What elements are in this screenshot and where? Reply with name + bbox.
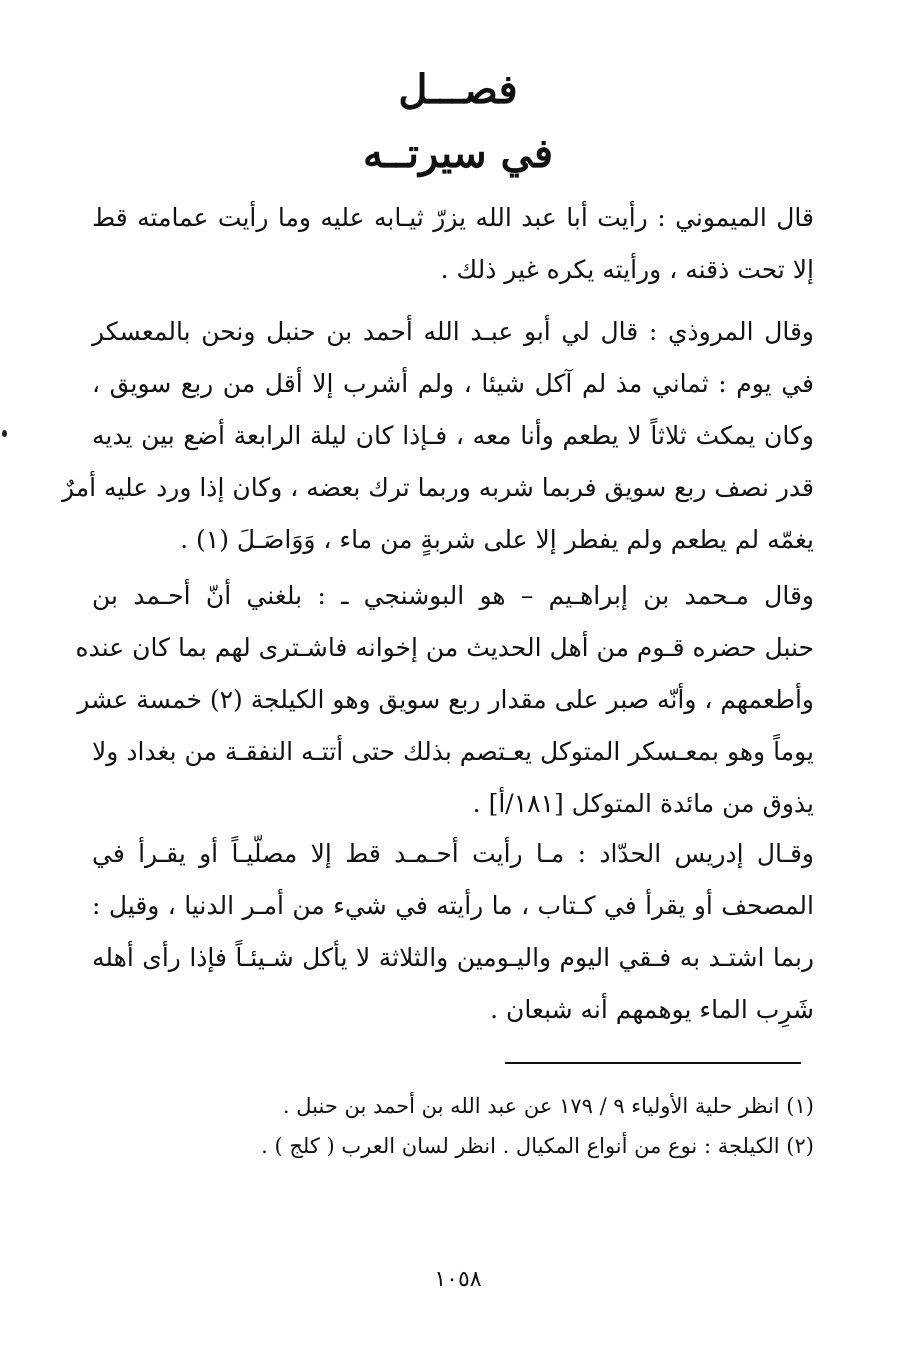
text-line: وقال المروذي : قال لي أبو عبـد الله أحمد بن حنبل ونحن بالمعسكر bbox=[92, 317, 814, 346]
text-line: يذوق من مائدة المتوكل [١٨١/أ] . bbox=[472, 789, 814, 818]
text-line: المصحف أو يقرأ في كـتاب ، ما رأيته في شيء من أمـر الدنيا ، وقيل : bbox=[92, 891, 814, 920]
paragraph-2 bbox=[61, 306, 814, 566]
text-line: إلا تحت ذقنه ، ورأيته يكره غير ذلك . bbox=[440, 255, 814, 284]
scan-edge-mark bbox=[2, 430, 7, 437]
text-line: قال الميموني : رأيت أبا عبد الله يزرّ ثيـابه عليه وما رأيت عمامته قط bbox=[92, 203, 814, 232]
text-line: ربما اشتـد به فـقي اليوم واليـومين والثلاثة لا يأكل شـيئـاً فإذا رأى أهله bbox=[92, 943, 814, 972]
paragraph-1 bbox=[92, 192, 814, 296]
footnote-2: (٢) الكيلجة : نوع من أنواع المكيال . انظر لسان العرب ( كلج ) . bbox=[261, 1134, 814, 1158]
footnote-1: (١) انظر حلية الأولياء ٩ / ١٧٩ عن عبد الله بن أحمد بن حنبل . bbox=[282, 1094, 814, 1118]
text-line: وقال مـحمد بن إبراهـيم – هو البوشنجي ـ : بلغني أنّ أحـمد بن bbox=[92, 581, 814, 610]
text-line: وقـال إدريس الحدّاد : مـا رأيت أحـمـد قط إلا مصلّيـاً أو يقـرأ في bbox=[92, 839, 814, 868]
chapter-subheading: في سيرتــه bbox=[362, 130, 554, 177]
footnotes bbox=[100, 1086, 814, 1166]
chapter-heading: فصـــل bbox=[398, 66, 518, 113]
page-number: ١٠٥٨ bbox=[434, 1267, 482, 1292]
text-line: يغمّه لم يطعم ولم يفطر إلا على شربةٍ من ماء ، وَوَاصَـلَ (١) . bbox=[180, 525, 814, 554]
text-line: شَرِب الماء يوهمهم أنه شبعان . bbox=[490, 995, 814, 1024]
text-line: يوماً وهو بمعـسكر المتوكل يعـتصم بذلك حتى أتتـه النفقـة من بغداد ولا bbox=[92, 737, 814, 766]
text-line: في يوم : ثماني مذ لم آكل شيئا ، ولم أشرب إلا أقل من ربع سويق ، bbox=[92, 369, 814, 398]
text-line: حنبل حضره قـوم من أهل الحديث من إخوانه فاشـترى لهم بما كان عنده bbox=[75, 633, 814, 662]
text-line: وأطعمهم ، وأنّه صبر على مقدار ربع سويق وهو الكيلجة (٢) خمسة عشر bbox=[77, 685, 814, 714]
text-line: وكان يمكث ثلاثاً لا يطعم وأنا معه ، فـإذا كان ليلة الرابعة أضع بين يديه bbox=[92, 421, 814, 450]
footnote-separator bbox=[505, 1062, 801, 1064]
text-line: قدر نصف ربع سويق فربما شربه وربما ترك بعضه ، وكان إذا ورد عليه أمرٌ bbox=[61, 473, 814, 502]
paragraph-3 bbox=[75, 570, 814, 830]
paragraph-4 bbox=[92, 828, 814, 1036]
